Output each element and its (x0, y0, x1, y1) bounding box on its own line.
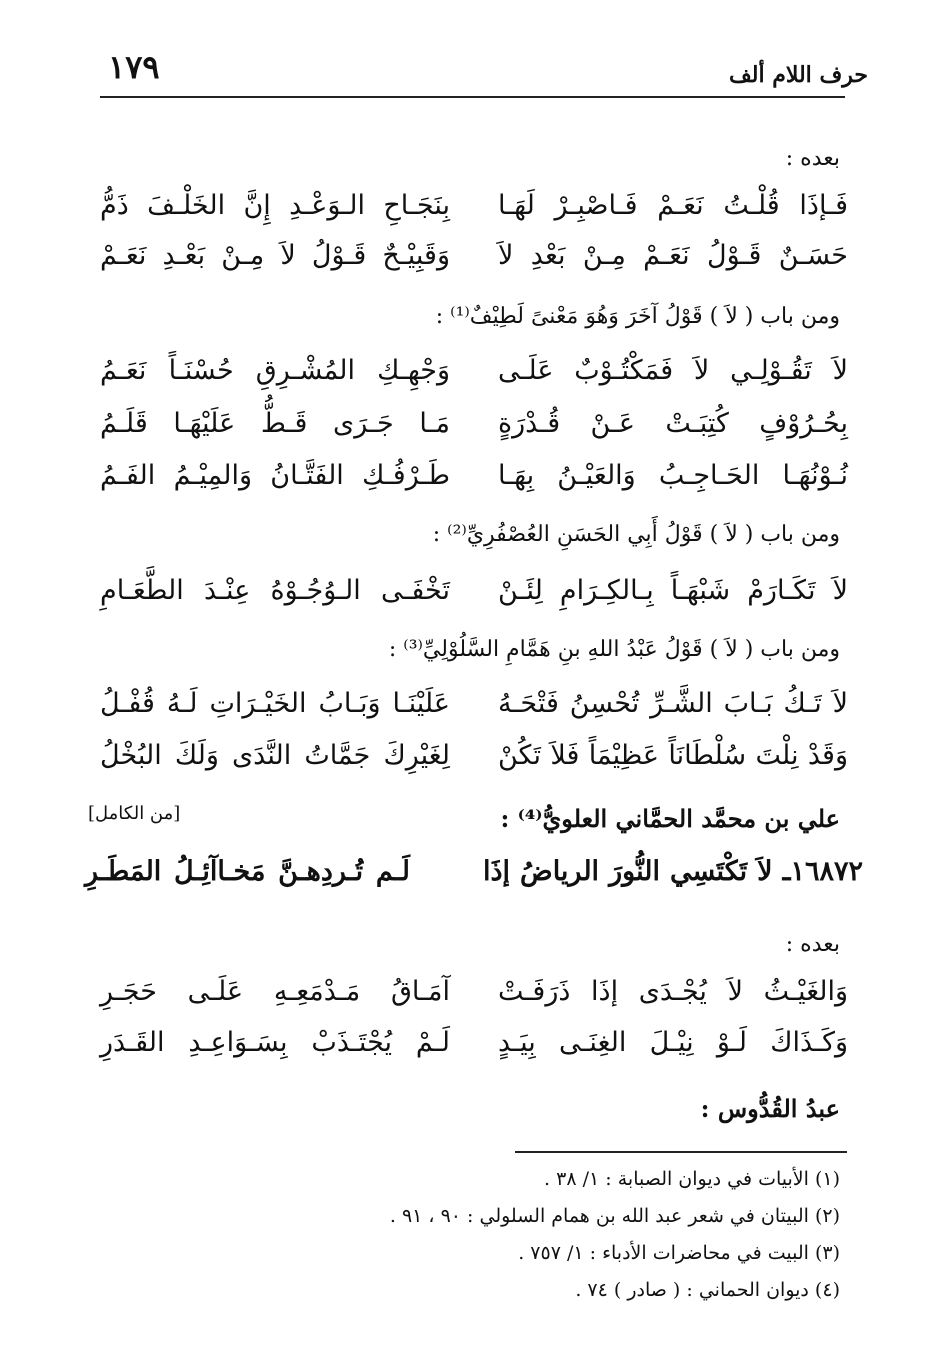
verse (100, 688, 848, 732)
verse-second-hemistich: بِنَجَـاحِ الـوَعْـدِ إِنَّ الخَلْـفَ ذَمُّ (100, 190, 450, 221)
header-rule (100, 96, 845, 98)
verse-second-hemistich: لِغَيْرِكَ جَمَّاتُ النَّدَى وَلَكَ البُخْلُ (100, 740, 450, 771)
footnote: (٤) ديوان الحماني : ( صادر ) ٧٤ . (575, 1279, 840, 1301)
verse (100, 190, 848, 234)
verse-first-hemistich: وَالغَيْـثُ لاَ يُجْـدَى إذَا ذَرَفَـتْ (498, 976, 848, 1007)
verse (100, 408, 848, 452)
verse-second-hemistich: لَـمْ يُجْتَـذَبْ بِسَـوَاعِـدِ القَـدَرِ (100, 1027, 450, 1058)
verse-second-hemistich: طَـرْفُـكِ الفَتَّـانُ وَالمِيْـمُ الفَـمُ (100, 460, 450, 491)
page-number: ١٧٩ (108, 48, 160, 86)
section-intro: ومن باب ( لاَ ) قَوْلُ أَبِي الحَسَنِ العُصْفُرِيِّ⁽²⁾ : (432, 522, 840, 547)
verse-first-hemistich: فَـإذَا قُلْـتُ نَعَـمْ فَـاصْبِـرْ لَهَـا (498, 190, 848, 221)
numbered-verse (85, 856, 863, 900)
section-intro: ومن باب ( لاَ ) قَوْلُ عَبْدُ اللهِ بنِ هَمَّامِ السَّلُوْلِيِّ⁽³⁾ : (388, 637, 840, 662)
footnote: (٣) البيت في محاضرات الأدباء : ١/ ٧٥٧ . (518, 1242, 840, 1264)
footnote: (٢) البيتان في شعر عبد الله بن همام السلولي : ٩٠ ، ٩١ . (389, 1205, 840, 1227)
verse-second-hemistich: وَقَبِيْـحٌ قَـوْلُ لاَ مِـنْ بَعْـدِ نَعَـمْ (100, 240, 450, 271)
verse-first-hemistich: وَقَدْ نِلْتَ سُلْطَانَاً عَظِيْمَاً فَلاَ تَكُنْ (498, 740, 848, 771)
verse-second-hemistich: مَـا جَـرَى قَـطُّ عَلَيْهَـا قَلَـمُ (100, 408, 450, 439)
footnote: (١) الأبيات في ديوان الصبابة : ١/ ٣٨ . (544, 1168, 840, 1190)
verse-first-hemistich: وَكَـذَاكَ لَـوْ نِيْـلَ الغِنَـى بِيَـدٍ (498, 1027, 848, 1058)
verse-first-hemistich: لاَ تَقُـوْلِـي لاَ فَمَكْتُـوْبٌ عَلَـى (498, 355, 848, 386)
verse (100, 355, 848, 399)
verse (100, 575, 848, 619)
section-intro: ومن باب ( لاَ ) قَوْلُ آخَرَ وَهُوَ مَعْنىً لَطِيْفٌ⁽¹⁾ : (435, 304, 840, 329)
verse-second-hemistich: تَخْفَـى الـوُجُـوْهُ عِنْـدَ الطَّعَـامِ (100, 575, 450, 606)
label-after: بعده : (785, 932, 840, 957)
poet-heading: علي بن محمَّد الحمَّاني العلويُّ⁽⁴⁾ : (500, 804, 840, 833)
verse-second-hemistich: آمَـاقُ مَـدْمَعِـهِ عَلَـى حَجَـرِ (100, 976, 450, 1007)
page-header-title: حرف اللام ألف (728, 62, 868, 88)
meter-label: [من الكامل] (88, 803, 181, 824)
verse-first-hemistich: لاَ تَكَـارَمْ شَبْهَـاً بِـالكِـرَامِ لِئَـنْ (498, 575, 848, 606)
poet-heading: عبدُ القُدُّوس : (700, 1094, 840, 1123)
verse (100, 740, 848, 784)
verse-first-hemistich: حَسَـنٌ قَـوْلُ نَعَـمْ مِـنْ بَعْدِ لاَ (498, 240, 848, 271)
label-after: بعده : (785, 146, 840, 171)
verse-first-hemistich: ١٦٨٧٢ـ لاَ تَكْتَسِي النُّورَ الرياضُ إذَا (483, 856, 863, 887)
footnote-rule (515, 1151, 847, 1153)
verse-second-hemistich: عَلَيْنَـا وَبَـابُ الخَيْـرَاتِ لَـهُ قُفْـلُ (100, 688, 450, 719)
verse-first-hemistich: بِحُـرُوْفٍ كُتِبَـتْ عَـنْ قُـدْرَةٍ (498, 408, 848, 439)
verse (100, 240, 848, 284)
verse (100, 976, 848, 1020)
verse-second-hemistich: لَـم تُـردِهـنَّ مَخـاآئِـلُ المَطَـرِ (85, 856, 410, 887)
verse-first-hemistich: لاَ تَـكُ بَـابَ الشَّـرِّ تُحْسِنُ فَتْحَـهُ (498, 688, 848, 719)
verse-first-hemistich: نُـوْنُهَـا الحَـاجِـبُ وَالعَيْـنُ بِهَـا (498, 460, 848, 491)
verse (100, 460, 848, 504)
verse (100, 1027, 848, 1071)
verse-second-hemistich: وَجْهِـكِ المُشْـرِقِ حُسْنَـاً نَعَـمُ (100, 355, 450, 386)
